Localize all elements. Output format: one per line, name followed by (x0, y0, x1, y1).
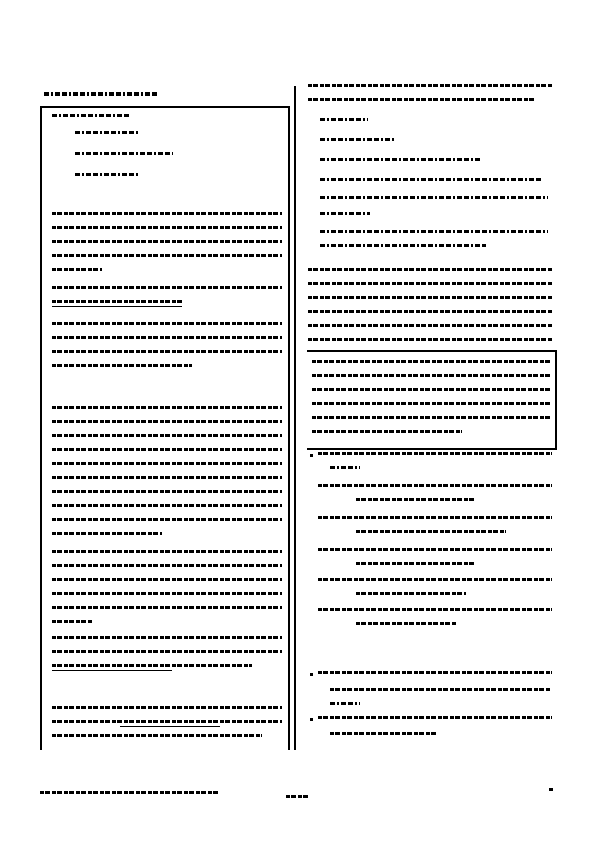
text-line (52, 532, 162, 535)
text-line (318, 452, 552, 455)
underline (52, 306, 182, 307)
text-line (52, 706, 282, 709)
text-line (356, 622, 456, 625)
text-line (52, 606, 282, 609)
text-line (75, 173, 139, 176)
text-line (320, 212, 370, 215)
text-line (52, 114, 130, 117)
left-column-frame-right-edge (288, 106, 290, 750)
text-line (318, 548, 552, 551)
text-line (312, 374, 550, 377)
text-line (318, 608, 552, 611)
bullet-icon (310, 673, 313, 676)
text-line (356, 530, 506, 533)
text-line (52, 212, 282, 215)
bullet-icon (310, 454, 313, 457)
footer-right-glyphs (549, 788, 553, 791)
text-line (52, 476, 282, 479)
text-line (52, 664, 252, 667)
section-heading-glyphs (44, 92, 158, 96)
text-line (52, 636, 282, 639)
text-line (320, 230, 548, 233)
text-line (318, 716, 552, 719)
text-line (356, 592, 466, 595)
text-line (52, 564, 282, 567)
text-line (318, 578, 552, 581)
text-line (52, 300, 182, 303)
text-line (308, 296, 552, 299)
text-line (52, 620, 92, 623)
footer-left-glyphs (40, 791, 220, 794)
text-line (320, 118, 368, 121)
text-line (330, 702, 360, 705)
text-line (312, 360, 550, 363)
text-line (330, 466, 360, 469)
text-line (330, 732, 438, 735)
column-divider (294, 86, 296, 750)
text-line (52, 434, 282, 437)
page-number-glyphs (286, 795, 308, 798)
text-line (52, 406, 282, 409)
text-line (320, 158, 480, 161)
text-line (330, 688, 550, 691)
text-line (320, 138, 394, 141)
text-line (52, 462, 282, 465)
text-line (75, 152, 173, 155)
text-line (52, 336, 282, 339)
boxed-note (307, 350, 557, 450)
text-line (52, 592, 282, 595)
text-line (320, 178, 542, 181)
text-line (52, 518, 282, 521)
text-line (356, 498, 476, 501)
text-line (52, 720, 282, 723)
text-line (318, 484, 552, 487)
left-column-frame-top-edge (40, 106, 290, 108)
text-line (356, 562, 476, 565)
text-line (318, 516, 552, 519)
text-line (52, 268, 102, 271)
bullet-icon (310, 718, 313, 721)
text-line (52, 286, 282, 289)
text-line (312, 430, 462, 433)
text-line (308, 282, 552, 285)
text-line (52, 254, 282, 257)
text-line (308, 268, 552, 271)
text-line (52, 240, 282, 243)
underline (120, 726, 220, 727)
text-line (312, 388, 550, 391)
text-line (312, 416, 550, 419)
text-line (320, 244, 486, 247)
left-column-frame (40, 106, 292, 750)
text-line (52, 420, 282, 423)
text-line (52, 226, 282, 229)
text-line (308, 324, 552, 327)
text-line (52, 504, 282, 507)
text-line (320, 196, 548, 199)
text-line (52, 322, 282, 325)
text-line (308, 310, 552, 313)
underline (52, 670, 172, 671)
text-line (52, 734, 262, 737)
text-line (52, 650, 282, 653)
text-line (52, 350, 282, 353)
text-line (52, 578, 282, 581)
text-line (312, 402, 550, 405)
text-line (52, 448, 282, 451)
text-line (308, 338, 552, 341)
text-line (52, 364, 192, 367)
text-line (75, 131, 139, 134)
text-line (52, 550, 282, 553)
text-line (52, 490, 282, 493)
text-line (318, 671, 552, 674)
text-line (308, 84, 552, 87)
text-line (308, 98, 536, 101)
